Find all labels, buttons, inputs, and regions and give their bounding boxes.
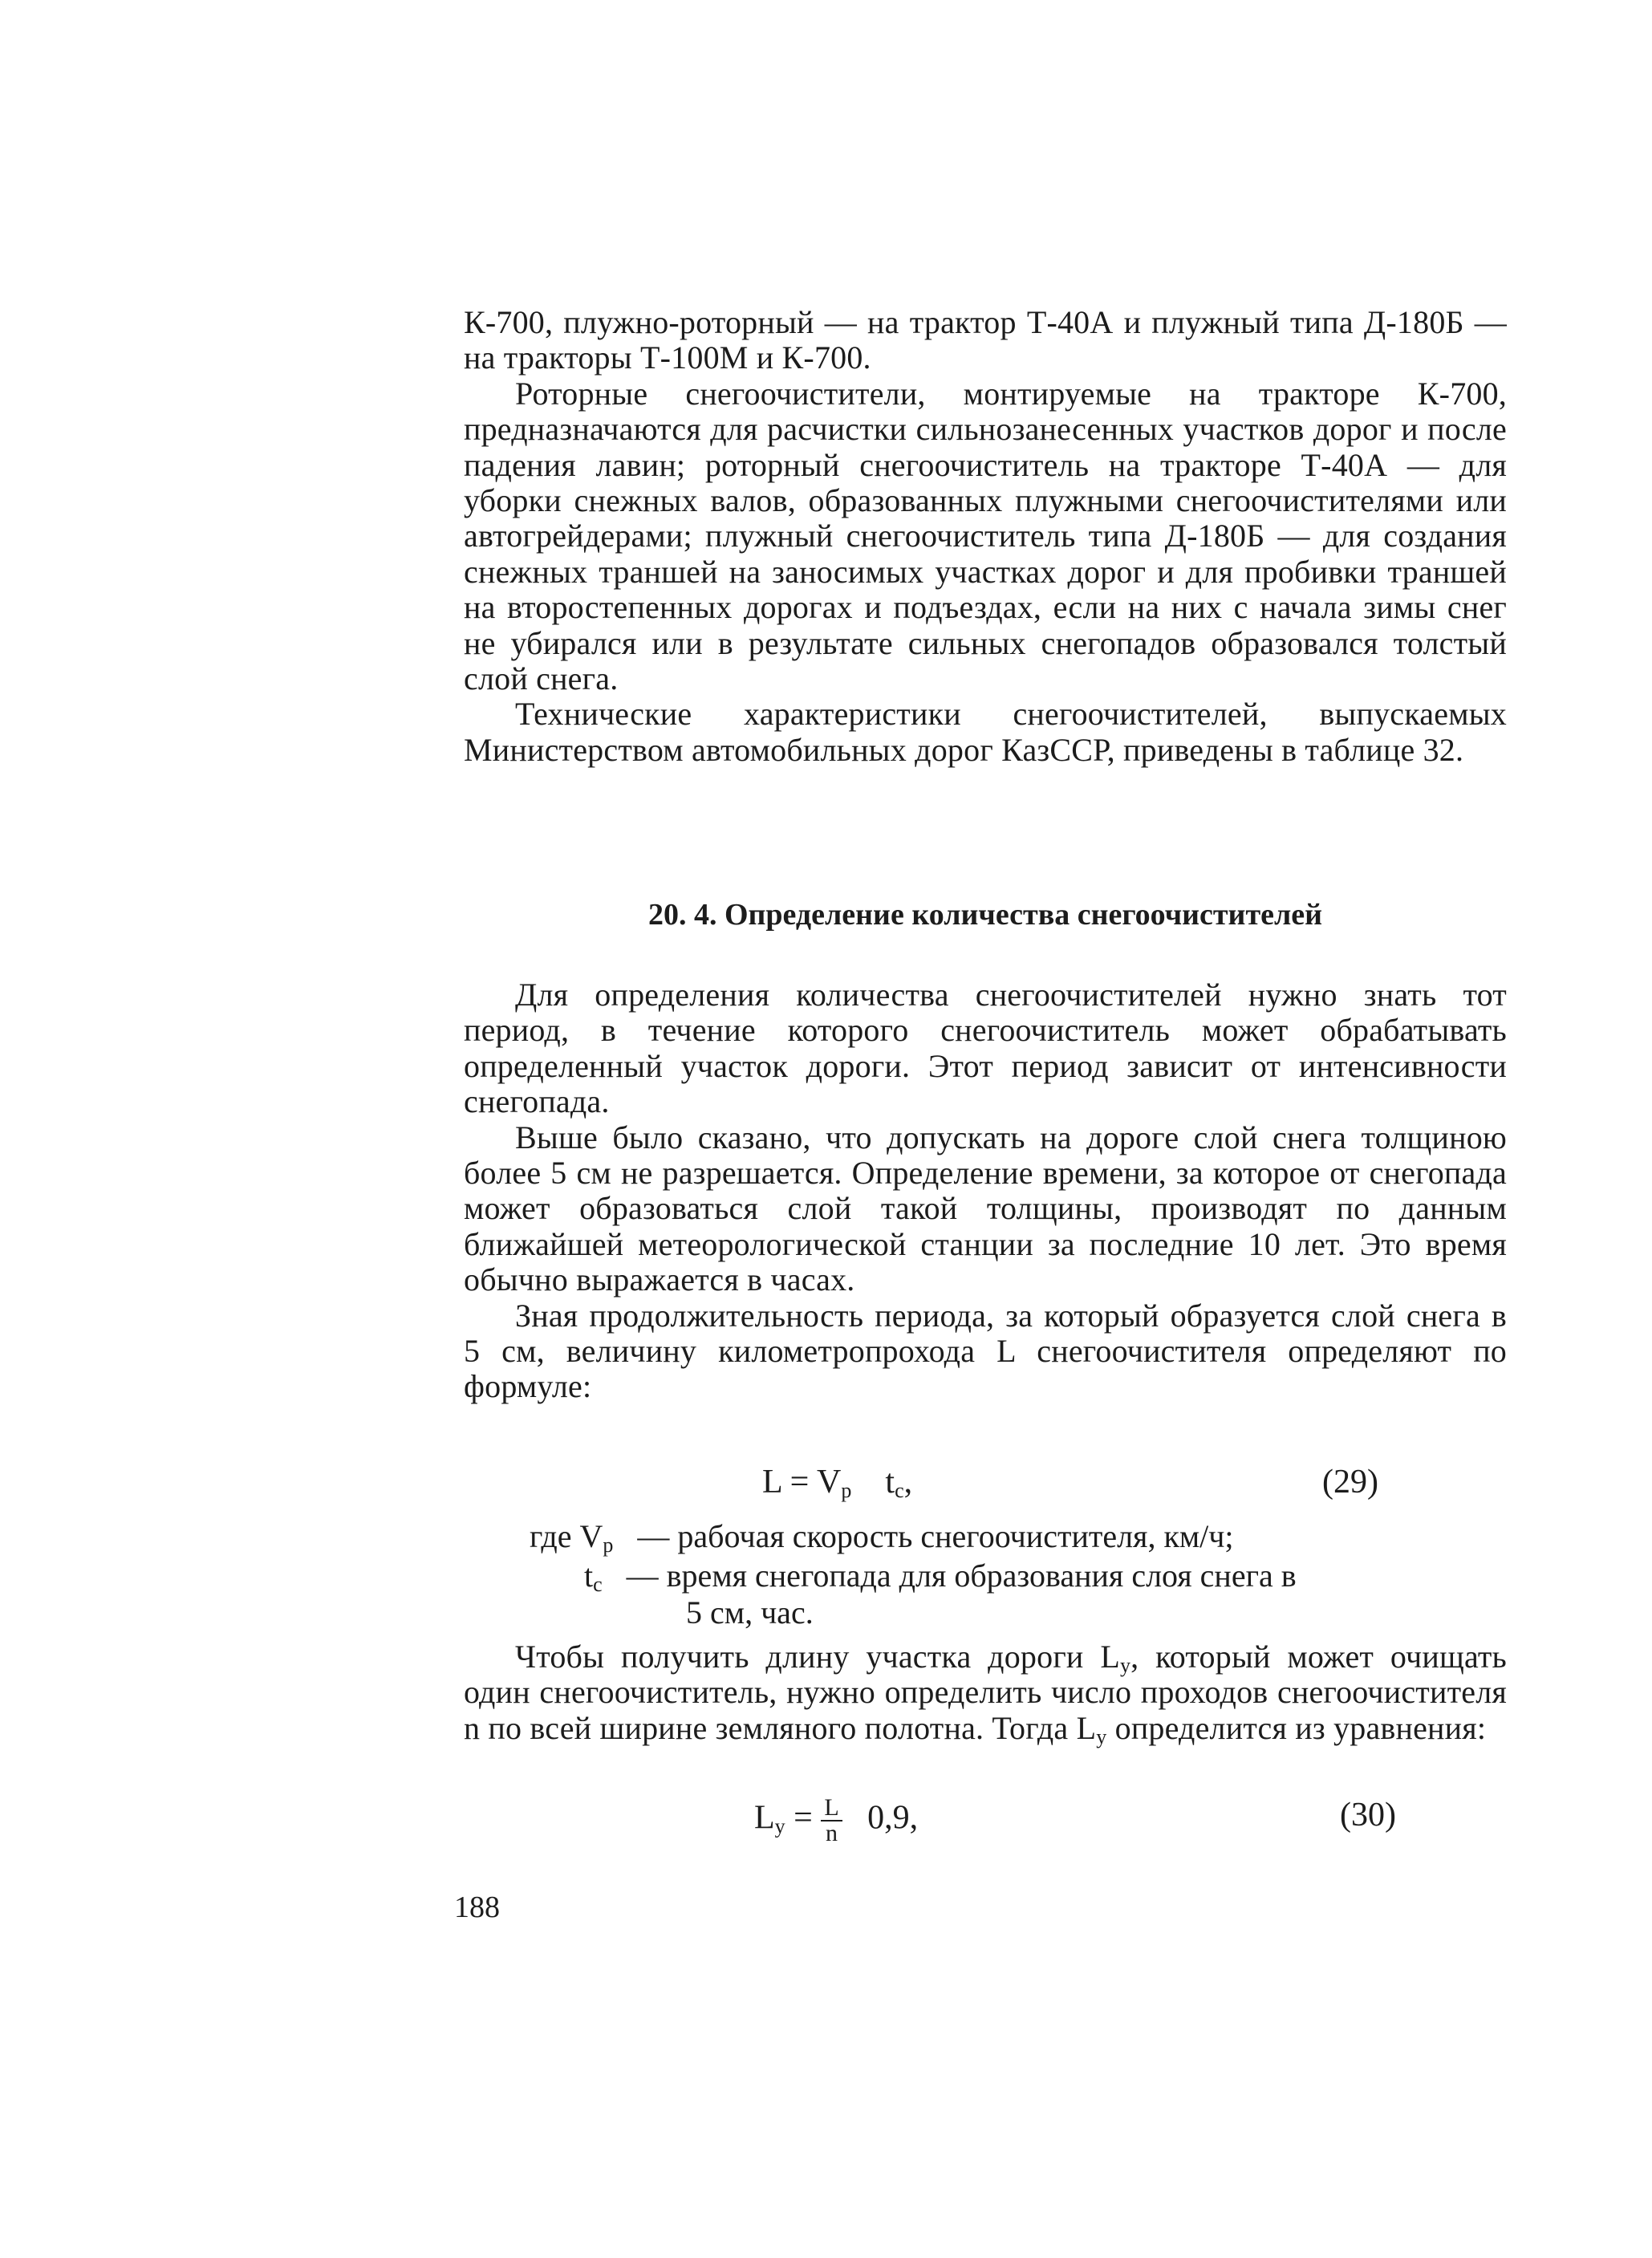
- formula-30-eq: =: [794, 1799, 813, 1837]
- paragraph-5: Выше было сказано, что допускать на дороге слой снега толщиною более 5 см не разрешается. Определение времени, за которое от снегопада может образоваться слой такой толщины, производят по данным ближайшей метеорологической станции за последние 10 лет. Это время обычно выражается в часах.: [464, 1119, 1507, 1298]
- paragraph-6: Зная продолжительность периода, за который образуется слой снега в 5 см, величину километропрохода L снегоочистителя определяют по формуле:: [464, 1297, 1507, 1405]
- paragraph-3: Технические характеристики снегоочистителей, выпускаемых Министерством автомобильных дорог КазССР, приведены в таблице 32.: [464, 696, 1507, 768]
- paragraph-7-part-1: Чтобы получить длину участка дороги L: [515, 1639, 1120, 1675]
- paragraph-7: [464, 1639, 1507, 1746]
- equation-number-30: (30): [1340, 1797, 1396, 1834]
- formula-30: [754, 1796, 918, 1846]
- legend-line-1: [530, 1518, 1234, 1557]
- formula-30-lhs-sub: у: [774, 1814, 785, 1838]
- paragraph-1: К-700, плужно-роторный — на трактор Т-40А и плужный типа Д-180Б — на тракторы Т-100М и К-700.: [464, 304, 1507, 376]
- formula-29-eq: =: [789, 1464, 810, 1501]
- paragraph-7-part-2: , который может очищать один снегоочиститель, нужно определить число проходов снегоочистителя n по всей ширине земляного полотна. Тогда L: [464, 1639, 1507, 1746]
- legend-line-2: [584, 1558, 1297, 1594]
- legend-line-3: 5 см, час.: [686, 1594, 814, 1631]
- section-text-block: [464, 977, 1507, 1405]
- section-heading: 20. 4. Определение количества снегоочистителей: [647, 898, 1323, 932]
- formula-30-factor: 0,9: [867, 1799, 910, 1837]
- formula-30-denominator: n: [826, 1820, 838, 1846]
- formula-29: [762, 1463, 912, 1501]
- formula-29-v-sub: р: [841, 1479, 852, 1502]
- legend-t-sub: c: [593, 1573, 603, 1596]
- legend-t-desc-1: — время снегопада для образования слоя снега в: [626, 1557, 1297, 1594]
- paragraph-7-sub-2: у: [1096, 1724, 1107, 1748]
- paragraph-7-sub-1: у: [1119, 1654, 1131, 1677]
- page-number: 188: [454, 1890, 500, 1924]
- formula-29-tail: ,: [903, 1464, 913, 1501]
- legend-where: где: [530, 1518, 572, 1554]
- paragraph-2: Роторные снегоочистители, монтируемые на тракторе К-700, предназначаются для расчистки сильнозанесенных участков дорог и после падения лавин; роторный снегоочиститель на тракторе Т-40А — для уборки снежных валов, образованных плужными снегоочистителями или автогрейдерами; плужный снегоочиститель типа Д-180Б — для создания снежных траншей на заносимых участках дорог и для пробивки траншей на второстепенных дорогах и подъездах, если на них с начала зимы снег не убирался или в результате сильных снегопадов образовался толстый слой снега.: [464, 375, 1507, 697]
- top-text-block: [464, 305, 1507, 768]
- formula-30-numerator: L: [821, 1796, 842, 1821]
- legend-v-sub: р: [603, 1533, 614, 1557]
- paragraph-4: Для определения количества снегоочистителей нужно знать тот период, в течение которого снегоочиститель может обрабатывать определенный участок дороги. Этот период зависит от интенсивности снегопада.: [464, 977, 1507, 1120]
- legend-t: t: [584, 1557, 594, 1594]
- legend-v: V: [579, 1518, 603, 1554]
- equation-number-29: (29): [1322, 1464, 1378, 1501]
- formula-29-t-sub: c: [895, 1479, 904, 1502]
- after-text-block: [464, 1639, 1507, 1746]
- formula-30-fraction: [821, 1796, 842, 1846]
- paragraph-7-part-3: определится из уравнения:: [1106, 1709, 1487, 1746]
- formula-29-v: V: [817, 1464, 842, 1501]
- formula-29-t: t: [885, 1464, 895, 1501]
- formula-30-lhs: L: [754, 1799, 775, 1837]
- legend-v-desc: — рабочая скорость снегоочистителя, км/ч;: [637, 1518, 1234, 1554]
- formula-30-tail: ,: [909, 1799, 919, 1837]
- formula-29-lhs: L: [762, 1464, 782, 1501]
